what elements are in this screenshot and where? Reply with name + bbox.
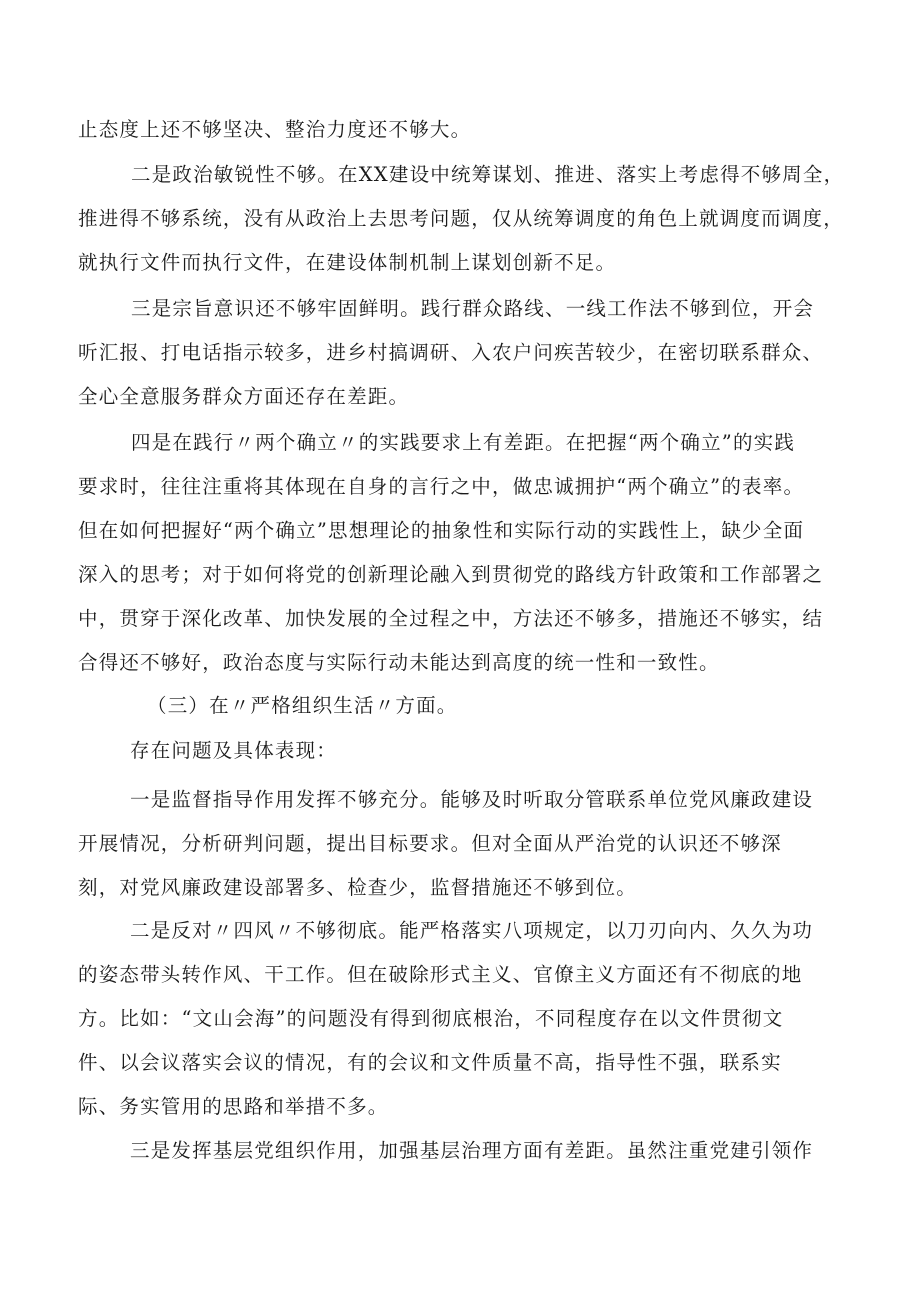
text-line: 要求时，往往注重将其体现在自身的言行之中，做忠诚拥护“两个确立”的表率。 xyxy=(78,475,805,498)
text-line: 三是发挥基层党组织作用，加强基层治理方面有差距。虽然注重党建引领作 xyxy=(130,1139,814,1162)
text-line: 存在问题及具体表现： xyxy=(130,739,338,762)
text-line: 二是反对〃四风〃不够彻底。能严格落实八项规定，以刀刃向内、久久为功 xyxy=(130,919,814,942)
section-heading: （三）在〃严格组织生活〃方面。 xyxy=(147,694,458,717)
text-line: 但在如何把握好“两个确立”思想理论的抽象性和实际行动的实践性上，缺少全面 xyxy=(78,519,805,542)
text-line: 开展情况，分析研判问题，提出目标要求。但对全面从严治党的认识还不够深 xyxy=(78,832,782,855)
text-line: 就执行文件而执行文件，在建设体制机制上谋划创新不足。 xyxy=(78,251,617,274)
text-line: 三是宗旨意识还不够牢固鲜明。践行群众路线、一线工作法不够到位，开会 xyxy=(131,297,815,320)
text-line: 四是在践行〃两个确立〃的实践要求上有差距。在把握“两个确立”的实践 xyxy=(131,431,796,454)
text-line: 听汇报、打电话指示较多，进乡村搞调研、入农户问疾苦较少，在密切联系群众、 xyxy=(78,341,824,364)
text-line: 止态度上还不够坚决、整治力度还不够大。 xyxy=(78,118,472,141)
text-line: 推进得不够系统，没有从政治上去思考问题，仅从统筹调度的角色上就调度而调度， xyxy=(78,207,844,230)
text-line: 际、务实管用的思路和举措不多。 xyxy=(78,1095,389,1118)
text-line: 二是政治敏锐性不够。在XX建设中统筹谋划、推进、落实上考虑得不够周全， xyxy=(131,163,845,186)
text-line: 件、以会议落实会议的情况，有的会议和文件质量不高，指导性不强，联系实 xyxy=(78,1051,782,1074)
text-line: 方。比如：“文山会海”的问题没有得到彻底根治，不同程度存在以文件贯彻文 xyxy=(78,1007,784,1030)
text-line: 深入的思考；对于如何将党的创新理论融入到贯彻党的路线方针政策和工作部署之 xyxy=(78,563,824,586)
text-line: 一是监督指导作用发挥不够充分。能够及时听取分管联系单位党风廉政建设 xyxy=(130,788,814,811)
text-line: 全心全意服务群众方面还存在差距。 xyxy=(78,385,410,408)
text-line: 中，贯穿于深化改革、加快发展的全过程之中，方法还不够多，措施还不够实，结 xyxy=(78,607,824,630)
text-line: 的姿态带头转作风、干工作。但在破除形式主义、官僚主义方面还有不彻底的地 xyxy=(78,963,803,986)
text-line: 合得还不够好，政治态度与实际行动未能达到高度的统一性和一致性。 xyxy=(78,651,720,674)
text-line: 刻，对党风廉政建设部署多、检查少，监督措施还不够到位。 xyxy=(78,876,637,899)
